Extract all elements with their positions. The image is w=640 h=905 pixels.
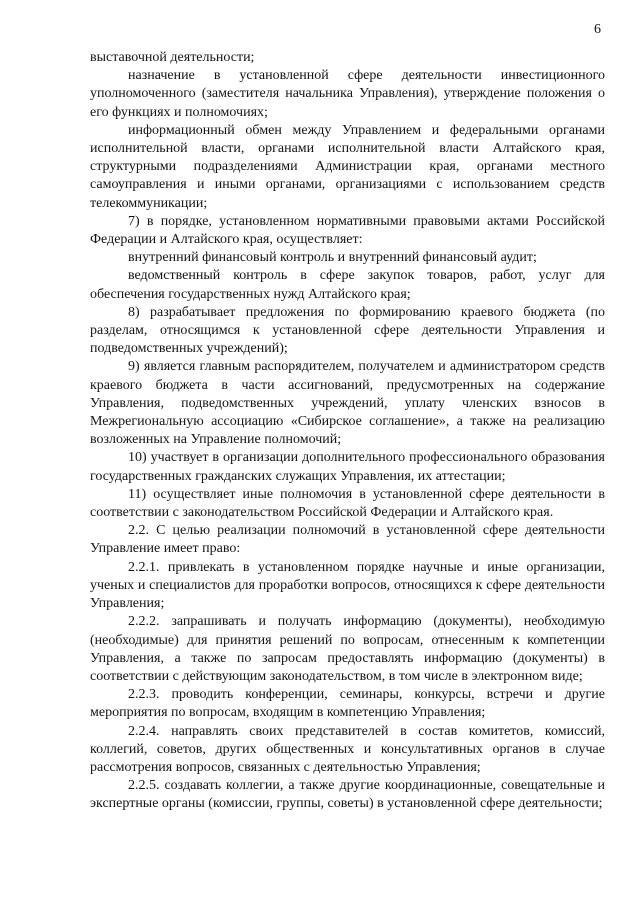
paragraph-item-11: 11) осуществляет иные полномочия в установленной сфере деятельности в соответствии с законодательством Российской Федерации и Алтайского края. <box>90 486 605 521</box>
paragraph-exhibition-activity: выставочной деятельности; <box>90 50 255 65</box>
paragraph-section-2-2-1: 2.2.1. привлекать в установленном порядке научные и иные организации, ученых и специалистов для проработки вопросов, относящихся к сфере деятельности Управления; <box>90 559 605 612</box>
paragraph-section-2-2-5: 2.2.5. создавать коллегии, а также другие координационные, совещательные и экспертные органы (комиссии, группы, советы) в установленной сфере деятельности; <box>90 778 605 812</box>
paragraph-section-2-2-3: 2.2.3. проводить конференции, семинары, конкурсы, встречи и другие мероприятия по вопросам, входящим в компетенцию Управления; <box>90 687 605 721</box>
paragraph-item-8: 8) разрабатывает предложения по формированию краевого бюджета (по разделам, относящимся к установленной сфере деятельности Управления и подведомственных учреждений); <box>90 304 605 357</box>
paragraph-item-10: 10) участвует в организации дополнительного профессионального образования государственных гражданских служащих Управления, их аттестации; <box>90 450 605 484</box>
paragraph-item-9: 9) является главным распорядителем, получателем и администратором средств краевого бюджета в части ассигнований, предусмотренных на содержание Управления, подведомственных учреждений, уплату членских взносов в Межрегиональную ассоциацию «Сибирское соглашение», а также на реализацию возложенных на Управление полномочий; <box>90 359 605 448</box>
document-body <box>90 49 605 814</box>
paragraph-item-7: 7) в порядке, установленном нормативными правовыми актами Российской Федерации и Алтайского края, осуществляет: <box>90 213 605 248</box>
page-number: 6 <box>594 22 601 37</box>
paragraph-investment-commissioner: назначение в установленной сфере деятельности инвестиционного уполномоченного (заместителя начальника Управления), утверждение положения о его функциях и полномочиях; <box>90 68 605 120</box>
paragraph-section-2-2: 2.2. С целью реализации полномочий в установленной сфере деятельности Управление имеет право: <box>90 523 605 557</box>
paragraph-section-2-2-4: 2.2.4. направлять своих представителей в состав комитетов, комиссий, коллегий, советов, других общественных и консультативных органов в случае рассмотрения вопросов, связанных с деятельностью Управления; <box>90 723 605 775</box>
paragraph-section-2-2-2: 2.2.2. запрашивать и получать информацию (документы), необходимую (необходимые) для принятия решений по вопросам, отнесенным к компетенции Управления, а также по запросам предоставлять информацию (документы) в соответствии с действующим законодательством, в том числе в электронном виде; <box>90 614 605 684</box>
paragraph-internal-audit: внутренний финансовый контроль и внутренний финансовый аудит; <box>128 250 537 266</box>
paragraph-procurement-control: ведомственный контроль в сфере закупок товаров, работ, услуг для обеспечения государственных нужд Алтайского края; <box>90 268 605 302</box>
paragraph-information-exchange: информационный обмен между Управлением и федеральными органами исполнительной власти, органами исполнительной власти Алтайского края, структурными подразделениями Администрации края, органами местного самоуправления и иными органами, организациями с использованием средств телекоммуникации; <box>90 122 605 211</box>
